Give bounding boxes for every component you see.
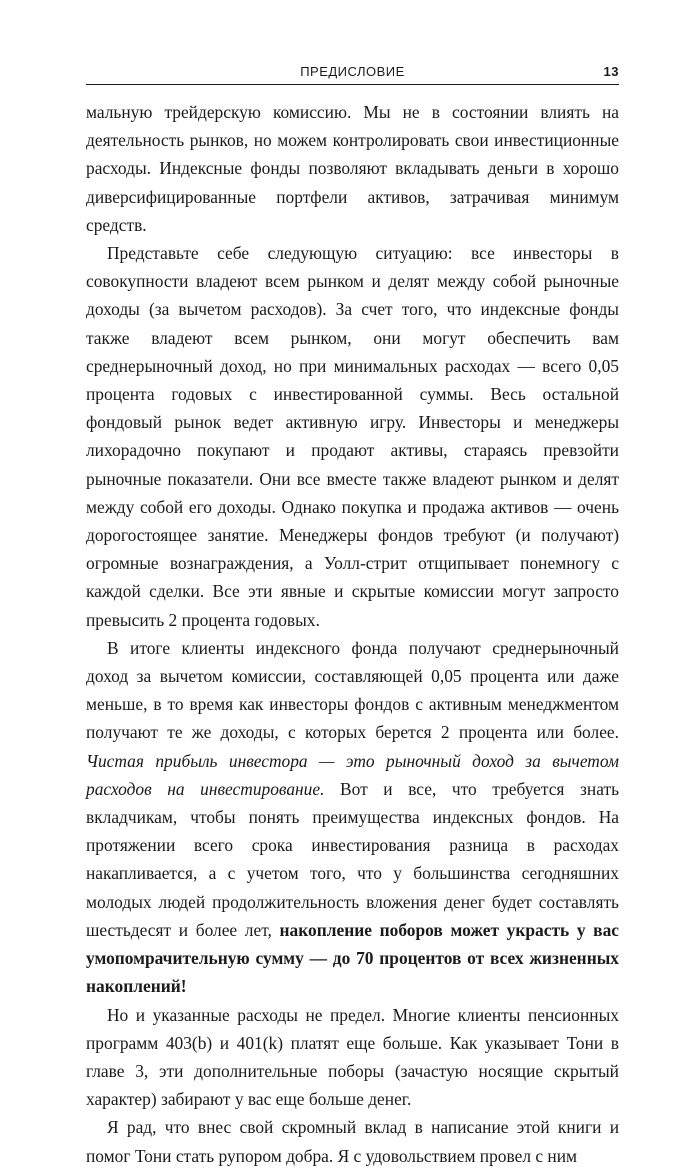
paragraph-3-text-start: В итоге клиенты индексного фонда получают среднерыночный доход за вычетом комиссии, составляющей 0,05 процента или даже меньше, в то время как инвесторы фондов с активным менеджментом получают те же доходы, с которых берется 2 процента или более. — [86, 637, 619, 743]
paragraph-5: Я рад, что внес свой скромный вклад в написание этой книги и помог Тони стать рупором добра. Я с удовольствием провел с ним — [86, 1117, 619, 1166]
paragraph-3-text-middle: Вот и все, что требуется знать вкладчикам, чтобы понять преимущества индексных фондов. На протяжении всего срока инвестирования разница в расходах накапливается, а с учетом того, что у большинства сегодняшних молодых людей продолжительность вложения денег будет составлять шестьдесят и более лет, — [86, 778, 619, 940]
chapter-title: ПРЕДИСЛОВИЕ — [300, 64, 405, 79]
page-number: 13 — [603, 64, 619, 79]
paragraph-1: мальную трейдерскую комиссию. Мы не в состоянии влиять на деятельность рынков, но можем контролировать свои инвестиционные расходы. Индексные фонды позволяют вкладывать деньги в хорошо диверсифицированные портфели активов, затрачивая минимум средств. — [86, 102, 619, 235]
paragraph-3 — [86, 634, 619, 1001]
body-text — [86, 98, 619, 1170]
paragraph-4: Но и указанные расходы не предел. Многие клиенты пенсионных программ 403(b) и 401(k) платят еще больше. Как указывает Тони в главе 3, эти дополнительные поборы (зачастую носящие скрытый характер) забирают у вас еще больше денег. — [86, 1004, 619, 1110]
bold-emphasis: накопление поборов может украсть у вас умопомрачительную сумму — до 70 процентов от всех жизненных накоплений! — [86, 919, 619, 997]
header-rule — [86, 84, 619, 85]
italic-emphasis: Чистая прибыль инвестора — это рыночный доход за вычетом расходов на инвестирование. — [86, 750, 619, 799]
paragraph-2: Представьте себе следующую ситуацию: все инвесторы в совокупности владеют всем рынком и делят между собой рыночные доходы (за вычетом расходов). За счет того, что индексные фонды также владеют всем рынком, они могут обеспечить вам среднерыночный доход, но при минимальных расходах — всего 0,05 процента годовых с инвестированной суммы. Весь остальной фондовый рынок ведет активную игру. Инвесторы и менеджеры лихорадочно покупают и продают активы, стараясь превзойти рыночные показатели. Они все вместе также владеют рынком и делят между собой его доходы. Однако покупка и продажа активов — очень дорогостоящее занятие. Менеджеры фондов требуют (и получают) огромные вознаграждения, а Уолл-стрит отщипывает понемногу с каждой сделки. Все эти явные и скрытые комиссии могут запросто превысить 2 процента годовых. — [86, 243, 619, 630]
running-header — [86, 62, 619, 82]
